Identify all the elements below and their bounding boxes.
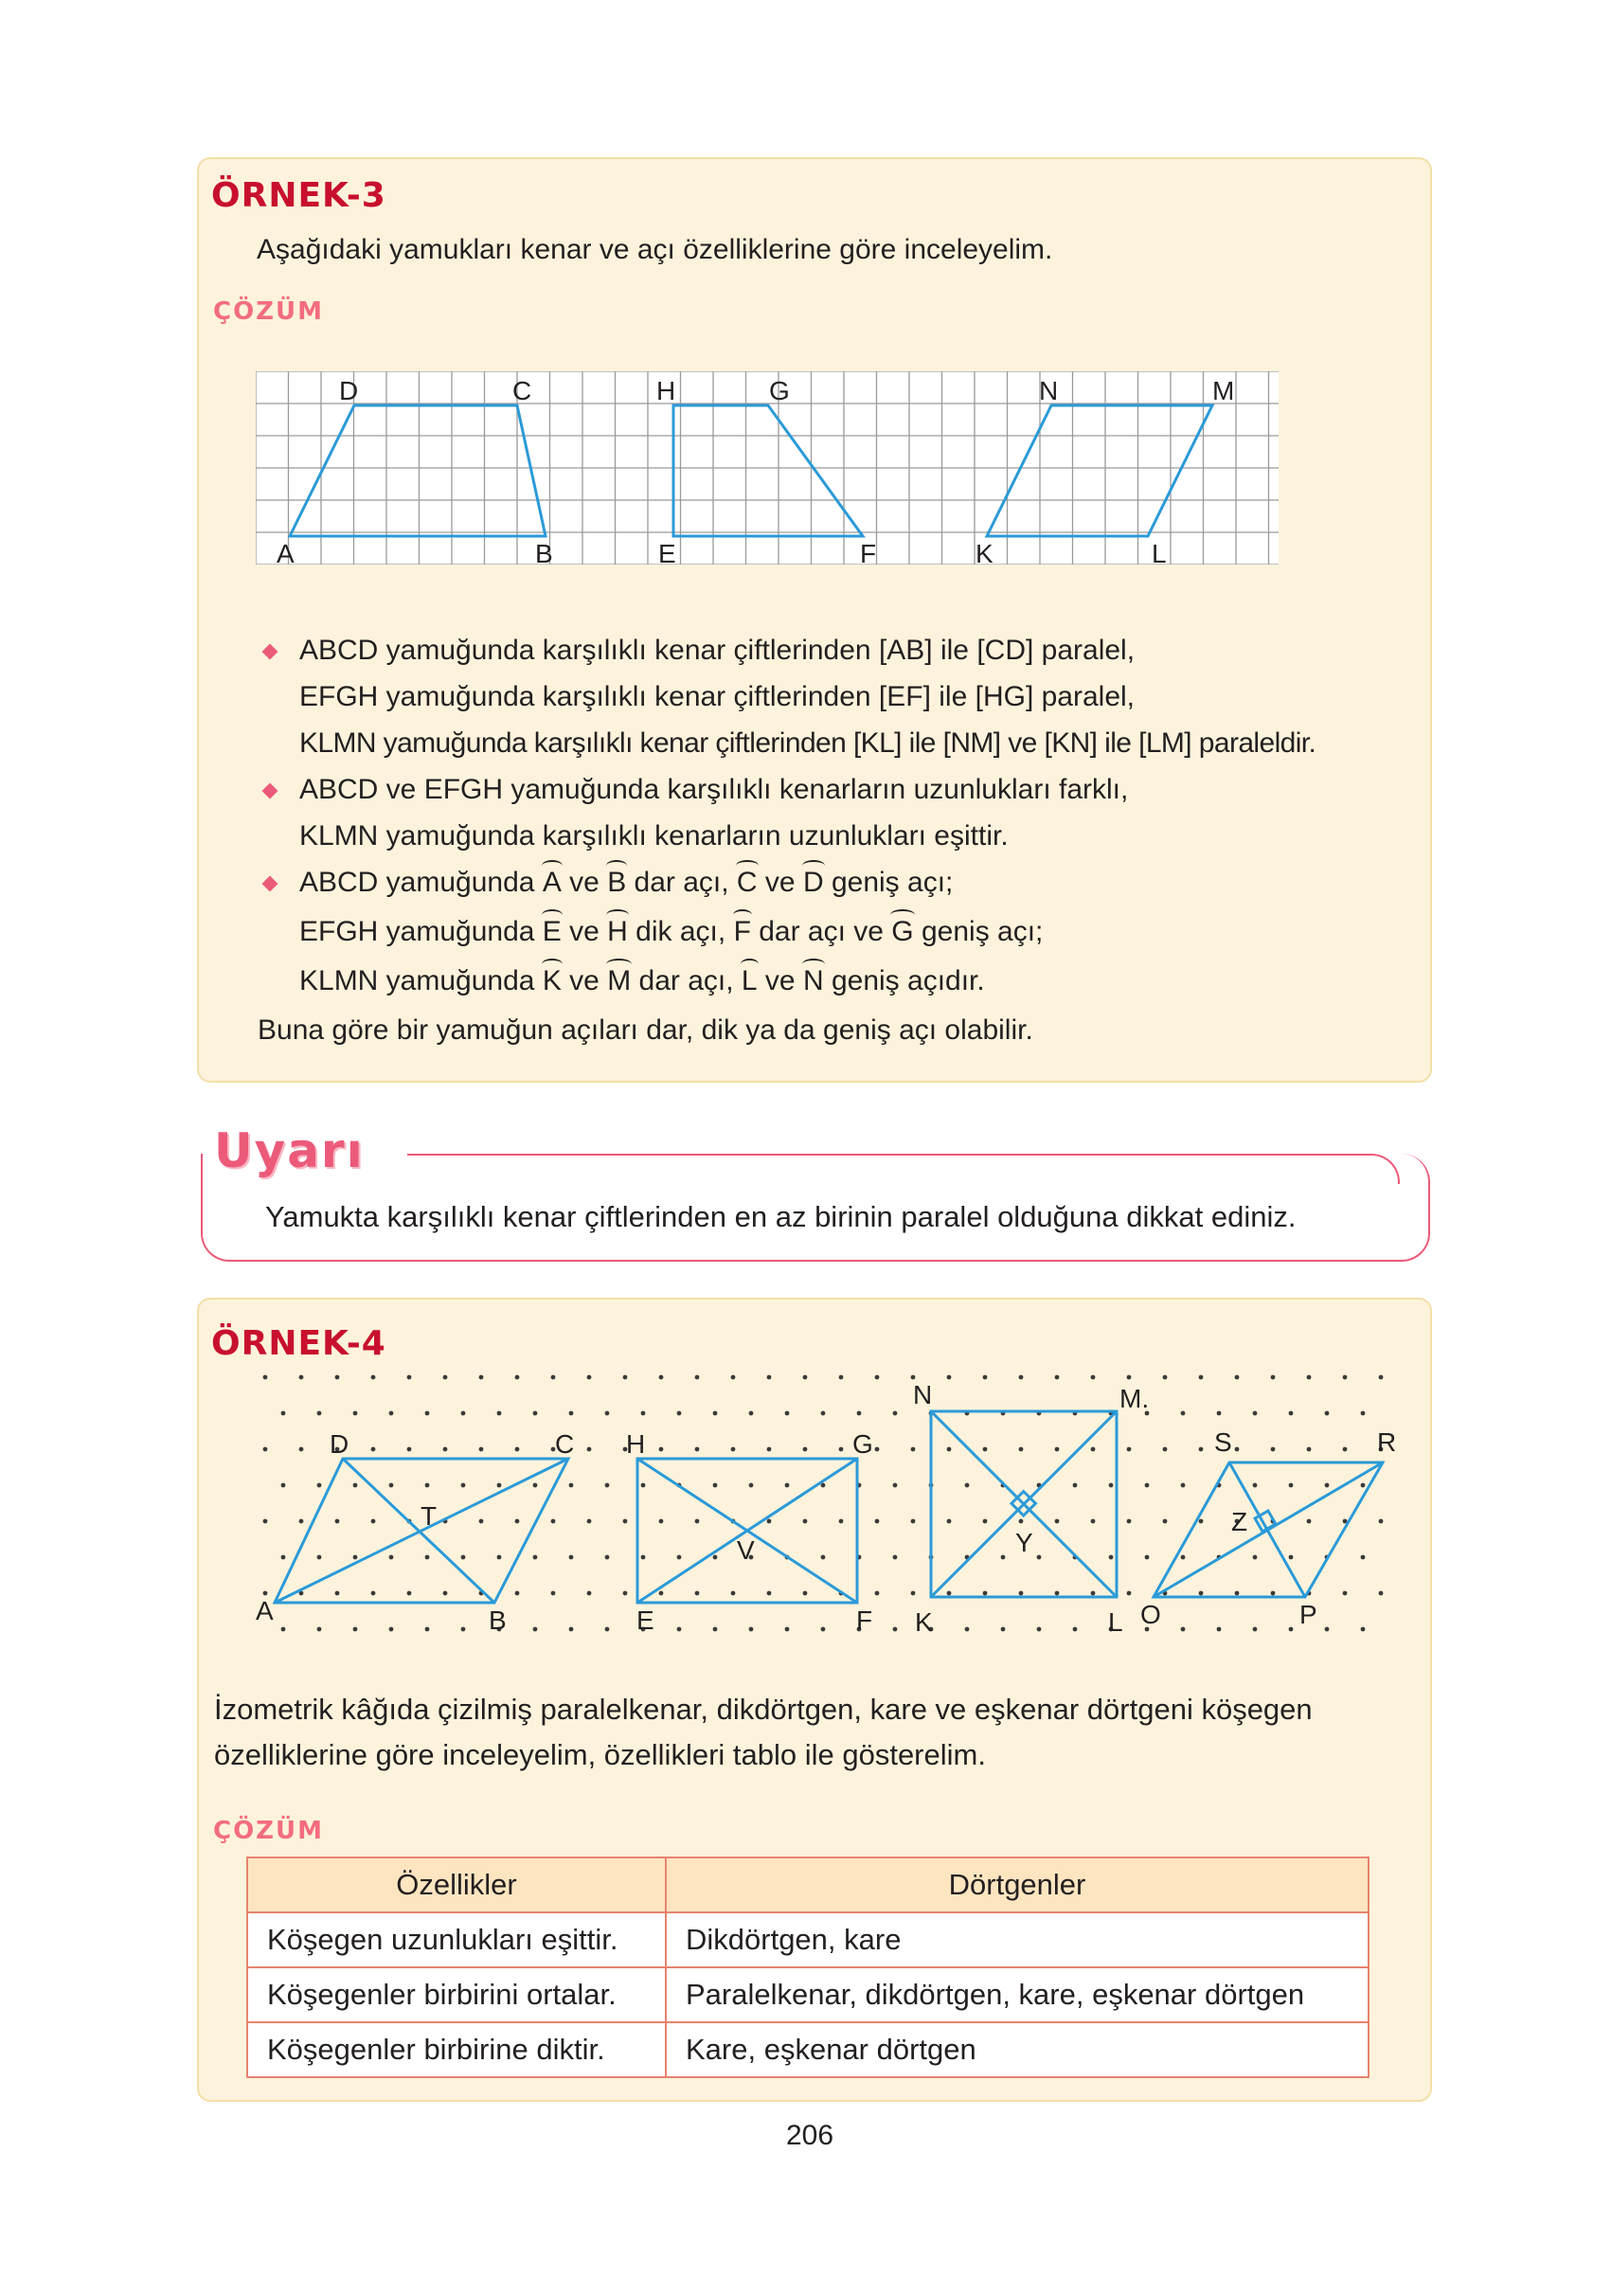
p4-label-H: H — [626, 1429, 646, 1459]
grid-dot — [1235, 1375, 1240, 1380]
grid-dot — [1379, 1519, 1384, 1524]
p4-label-C: C — [555, 1429, 575, 1459]
p4-label-T: T — [421, 1501, 438, 1531]
grid-dot — [659, 1519, 664, 1524]
grid-dot — [1199, 1375, 1204, 1380]
grid-dot — [1127, 1519, 1132, 1524]
grid-dot — [875, 1375, 880, 1380]
grid-dot — [1163, 1375, 1168, 1380]
grid-dot — [695, 1447, 700, 1452]
grid-dot — [641, 1555, 646, 1560]
grid-dot — [641, 1411, 646, 1416]
e3-line-6: ABCD yamuğunda A ve B dar açı, C ve D geniş açı; — [299, 867, 954, 898]
p4-label-Z: Z — [1231, 1507, 1248, 1536]
grid-dot — [1289, 1411, 1294, 1416]
grid-dot — [1037, 1627, 1042, 1632]
grid-dot — [623, 1519, 628, 1524]
grid-dot — [1181, 1411, 1186, 1416]
table-cell: Paralelkenar, dikdörtgen, kare, eşkenar dörtgen — [666, 1967, 1369, 2022]
grid-dot — [407, 1447, 412, 1452]
grid-dot — [767, 1447, 772, 1452]
grid-dot — [1145, 1555, 1150, 1560]
p4-label-M: M. — [1119, 1384, 1150, 1413]
p4-label-G: G — [852, 1429, 873, 1459]
grid-dot — [695, 1519, 700, 1524]
grid-dot — [263, 1375, 268, 1380]
grid-dot — [1235, 1591, 1240, 1596]
grid-dot — [1037, 1555, 1042, 1560]
parallelogram-abcd — [275, 1459, 568, 1603]
grid-dot — [1253, 1483, 1258, 1488]
grid-dot — [1343, 1447, 1348, 1452]
grid-dot — [893, 1483, 898, 1488]
grid-dot — [1217, 1411, 1222, 1416]
e3-line-1: ABCD yamuğunda karşılıklı kenar çiftlerinden [AB] ile [CD] paralel, — [299, 635, 1136, 666]
p4-label-A: A — [256, 1596, 274, 1625]
grid-dot — [1271, 1375, 1276, 1380]
grid-dot — [587, 1519, 592, 1524]
grid-dot — [281, 1483, 286, 1488]
grid-dot — [1343, 1375, 1348, 1380]
grid-dot — [515, 1447, 520, 1452]
page-number: 206 — [786, 2120, 834, 2151]
grid-dot — [1019, 1519, 1024, 1524]
grid-dot — [1271, 1447, 1276, 1452]
grid-dot — [407, 1375, 412, 1380]
label-B: B — [535, 539, 553, 565]
table-header-quadrilaterals: Dörtgenler — [666, 1857, 1369, 1912]
grid-dot — [1199, 1447, 1204, 1452]
grid-dot — [515, 1375, 520, 1380]
grid-dot — [947, 1591, 952, 1596]
table-cell: Köşegen uzunlukları eşittir. — [247, 1912, 666, 1967]
grid-dot — [1379, 1591, 1384, 1596]
grid-dot — [893, 1555, 898, 1560]
label-G: G — [769, 376, 790, 405]
grid-dot — [641, 1483, 646, 1488]
grid-dot — [317, 1627, 322, 1632]
grid-dot — [1253, 1411, 1258, 1416]
grid-dot — [1361, 1483, 1366, 1488]
grid-dot — [1019, 1591, 1024, 1596]
grid-dot — [1217, 1627, 1222, 1632]
grid-dot — [371, 1375, 376, 1380]
grid-dot — [407, 1591, 412, 1596]
grid-dot — [1001, 1627, 1006, 1632]
grid-dot — [1163, 1447, 1168, 1452]
grid-dot — [767, 1375, 772, 1380]
grid-dot — [353, 1555, 358, 1560]
grid-dot — [425, 1483, 430, 1488]
grid-dot — [335, 1591, 340, 1596]
grid-dot — [533, 1627, 538, 1632]
grid-dot — [371, 1519, 376, 1524]
grid-dot — [1127, 1591, 1132, 1596]
grid-dot — [1091, 1375, 1096, 1380]
grid-dot — [839, 1375, 844, 1380]
grid-dot — [983, 1447, 988, 1452]
grid-dot — [1055, 1591, 1060, 1596]
grid-dot — [605, 1627, 610, 1632]
table-cell: Köşegenler birbirine diktir. — [247, 2022, 666, 2077]
grid-dot — [893, 1411, 898, 1416]
grid-dot — [1091, 1519, 1096, 1524]
label-E: E — [658, 539, 676, 565]
grid-dot — [1361, 1411, 1366, 1416]
example4-solution-label: ÇÖZÜM — [213, 1817, 325, 1845]
grid-dot — [1235, 1447, 1240, 1452]
grid-dot — [317, 1555, 322, 1560]
grid-dot — [389, 1483, 394, 1488]
grid-dot — [713, 1627, 718, 1632]
e3-line-9: Buna göre bir yamuğun açıları dar, dik ya da geniş açı olabilir. — [258, 1014, 1033, 1046]
grid-dot — [1163, 1519, 1168, 1524]
grid-dot — [389, 1627, 394, 1632]
grid-dot — [1145, 1483, 1150, 1488]
grid-dot — [947, 1519, 952, 1524]
example4-intro-2: özelliklerine göre inceleyelim, özellikleri tablo ile gösterelim. — [214, 1738, 986, 1771]
grid-dot — [1091, 1591, 1096, 1596]
grid-dot — [515, 1591, 520, 1596]
grid-dot — [1307, 1375, 1312, 1380]
square-klmn — [931, 1411, 1117, 1597]
grid-dot — [947, 1375, 952, 1380]
p4-label-O: O — [1140, 1600, 1161, 1629]
grid-dot — [551, 1591, 556, 1596]
example3-title: ÖRNEK-3 — [211, 176, 386, 215]
grid-dot — [767, 1591, 772, 1596]
trapezoid-grid-figure — [256, 371, 1279, 565]
grid-dot — [911, 1447, 916, 1452]
grid-dot — [875, 1591, 880, 1596]
grid-dot — [821, 1411, 826, 1416]
grid-dot — [605, 1555, 610, 1560]
grid-dot — [587, 1591, 592, 1596]
grid-dot — [317, 1411, 322, 1416]
grid-dot — [803, 1375, 808, 1380]
table-cell: Dikdörtgen, kare — [666, 1912, 1369, 1967]
grid-dot — [479, 1375, 484, 1380]
grid-dot — [479, 1519, 484, 1524]
grid-dot — [677, 1411, 682, 1416]
grid-dot — [911, 1591, 916, 1596]
warning-top-line — [407, 1154, 1400, 1184]
grid-dot — [281, 1555, 286, 1560]
rectangle-efgh — [637, 1459, 857, 1603]
grid-dot — [515, 1519, 520, 1524]
grid-dot — [839, 1447, 844, 1452]
grid-dot — [443, 1591, 448, 1596]
grid-dot — [551, 1519, 556, 1524]
grid-dot — [1343, 1591, 1348, 1596]
grid-dot — [1073, 1483, 1078, 1488]
grid-dot — [749, 1483, 754, 1488]
grid-dot — [875, 1447, 880, 1452]
grid-dot — [659, 1375, 664, 1380]
grid-dot — [461, 1411, 466, 1416]
warning-text: Yamukta karşılıklı kenar çiftlerinden en az birinin paralel olduğuna dikkat ediniz. — [265, 1200, 1297, 1233]
grid-dot — [1181, 1483, 1186, 1488]
grid-dot — [713, 1555, 718, 1560]
grid-dot — [767, 1519, 772, 1524]
grid-dot — [1127, 1447, 1132, 1452]
grid-dot — [1181, 1555, 1186, 1560]
grid-dot — [1055, 1375, 1060, 1380]
grid-dot — [749, 1411, 754, 1416]
label-D: D — [339, 376, 359, 405]
grid-dot — [497, 1411, 502, 1416]
grid-dot — [587, 1447, 592, 1452]
grid-dot — [659, 1447, 664, 1452]
label-C: C — [512, 376, 532, 405]
grid-dot — [533, 1411, 538, 1416]
grid-dot — [461, 1483, 466, 1488]
grid-dot — [677, 1627, 682, 1632]
grid-dot — [1055, 1519, 1060, 1524]
grid-dot — [821, 1555, 826, 1560]
grid-dot — [353, 1627, 358, 1632]
grid-dot — [1307, 1519, 1312, 1524]
table-cell: Kare, eşkenar dörtgen — [666, 2022, 1369, 2077]
grid-dot — [731, 1447, 736, 1452]
grid-dot — [965, 1627, 970, 1632]
grid-dot — [1361, 1555, 1366, 1560]
grid-dot — [299, 1519, 304, 1524]
grid-dot — [911, 1375, 916, 1380]
grid-dot — [875, 1519, 880, 1524]
grid-dot — [605, 1483, 610, 1488]
grid-dot — [695, 1375, 700, 1380]
grid-dot — [965, 1483, 970, 1488]
grid-dot — [1055, 1447, 1060, 1452]
table-row — [247, 2022, 1369, 2077]
p4-label-R: R — [1377, 1427, 1397, 1457]
grid-dot — [263, 1591, 268, 1596]
grid-dot — [1073, 1627, 1078, 1632]
p4-label-F: F — [856, 1605, 873, 1635]
grid-dot — [803, 1591, 808, 1596]
grid-dot — [371, 1591, 376, 1596]
p4-label-B: B — [489, 1605, 507, 1635]
grid-dot — [1253, 1627, 1258, 1632]
grid-dot — [785, 1483, 790, 1488]
grid-dot — [785, 1411, 790, 1416]
grid-dot — [947, 1447, 952, 1452]
grid-dot — [1271, 1591, 1276, 1596]
label-L: L — [1152, 539, 1167, 565]
example4-title: ÖRNEK-4 — [211, 1324, 386, 1363]
grid-dot — [1307, 1447, 1312, 1452]
grid-dot — [569, 1555, 574, 1560]
grid-dot — [605, 1411, 610, 1416]
grid-dot — [461, 1627, 466, 1632]
label-H: H — [656, 376, 676, 405]
quadrilaterals-figure — [246, 1345, 1402, 1658]
example4-intro-1: İzometrik kâğıda çizilmiş paralelkenar, dikdörtgen, kare ve eşkenar dörtgeni köşegen — [214, 1693, 1313, 1726]
grid-dot — [1325, 1627, 1330, 1632]
grid-dot — [263, 1519, 268, 1524]
grid-dot — [1001, 1555, 1006, 1560]
grid-dot — [803, 1447, 808, 1452]
grid-dot — [1019, 1447, 1024, 1452]
grid-dot — [785, 1627, 790, 1632]
example3-intro: Aşağıdaki yamukları kenar ve açı özelliklerine göre inceleyelim. — [257, 234, 1053, 265]
table-row — [247, 1912, 1369, 1967]
grid-dot — [281, 1411, 286, 1416]
grid-dot — [677, 1555, 682, 1560]
grid-dot — [299, 1447, 304, 1452]
label-K: K — [976, 539, 993, 565]
label-M: M — [1212, 376, 1235, 405]
p4-label-D: D — [330, 1429, 349, 1459]
p4-label-L: L — [1108, 1607, 1123, 1637]
grid-dot — [371, 1447, 376, 1452]
grid-dot — [569, 1411, 574, 1416]
properties-table — [246, 1857, 1369, 2078]
grid-dot — [1091, 1447, 1096, 1452]
grid-dot — [1109, 1555, 1114, 1560]
grid-dot — [425, 1627, 430, 1632]
grid-dot — [389, 1555, 394, 1560]
grid-dot — [623, 1591, 628, 1596]
grid-dot — [497, 1483, 502, 1488]
grid-dot — [803, 1519, 808, 1524]
p4-label-V: V — [737, 1535, 755, 1565]
label-F: F — [860, 539, 877, 565]
grid-dot — [983, 1375, 988, 1380]
table-row — [247, 1967, 1369, 2022]
label-N: N — [1039, 376, 1059, 405]
grid-dot — [353, 1411, 358, 1416]
grid-dot — [911, 1519, 916, 1524]
grid-dot — [731, 1591, 736, 1596]
grid-dot — [497, 1555, 502, 1560]
grid-dot — [389, 1411, 394, 1416]
label-A: A — [277, 539, 295, 565]
grid-dot — [1019, 1375, 1024, 1380]
grid-dot — [1109, 1483, 1114, 1488]
grid-dot — [983, 1519, 988, 1524]
grid-dot — [533, 1555, 538, 1560]
e3-line-2: EFGH yamuğunda karşılıklı kenar çiftlerinden [EF] ile [HG] paralel, — [299, 681, 1136, 712]
p4-label-N: N — [913, 1380, 933, 1409]
rhombus-oprs — [1154, 1462, 1383, 1597]
grid-dot — [569, 1483, 574, 1488]
p4-label-P: P — [1299, 1600, 1317, 1629]
grid-dot — [1199, 1519, 1204, 1524]
grid-dot — [1325, 1411, 1330, 1416]
grid-dot — [425, 1555, 430, 1560]
p4-label-E: E — [636, 1605, 654, 1635]
e3-line-3: KLMN yamuğunda karşılıklı kenar çiftlerinden [KL] ile [NM] ve [KN] ile [LM] paraleldir. — [299, 727, 1316, 759]
grid-dot — [443, 1375, 448, 1380]
grid-dot — [713, 1411, 718, 1416]
grid-dot — [1289, 1627, 1294, 1632]
grid-dot — [461, 1555, 466, 1560]
p4-label-Y: Y — [1015, 1528, 1033, 1557]
e3-line-7: EFGH yamuğunda E ve H dik açı, F dar açı ve G geniş açı; — [299, 916, 1044, 947]
p4-label-S: S — [1214, 1427, 1232, 1457]
grid-dot — [1289, 1555, 1294, 1560]
grid-dot — [587, 1375, 592, 1380]
grid-dot — [983, 1591, 988, 1596]
grid-dot — [1379, 1375, 1384, 1380]
grid-dot — [443, 1447, 448, 1452]
grid-dot — [263, 1447, 268, 1452]
e3-line-8: KLMN yamuğunda K ve M dar açı, L ve N geniş açıdır. — [299, 965, 985, 996]
grid-dot — [857, 1411, 862, 1416]
grid-dot — [1289, 1483, 1294, 1488]
grid-dot — [533, 1483, 538, 1488]
grid-dot — [281, 1627, 286, 1632]
table-cell: Köşegenler birbirini ortalar. — [247, 1967, 666, 2022]
grid-dot — [731, 1375, 736, 1380]
grid-dot — [623, 1375, 628, 1380]
e3-line-5: KLMN yamuğunda karşılıklı kenarların uzunlukları eşittir. — [299, 820, 1009, 852]
grid-dot — [1127, 1375, 1132, 1380]
warning-title: Uyarı — [214, 1123, 374, 1178]
grid-dot — [1361, 1627, 1366, 1632]
example3-solution-label: ÇÖZÜM — [213, 297, 325, 326]
grid-dot — [353, 1483, 358, 1488]
grid-dot — [749, 1627, 754, 1632]
grid-dot — [551, 1375, 556, 1380]
grid-dot — [479, 1447, 484, 1452]
grid-dot — [299, 1375, 304, 1380]
grid-dot — [317, 1483, 322, 1488]
grid-dot — [1253, 1555, 1258, 1560]
table-header-properties: Özellikler — [247, 1857, 666, 1912]
grid-dot — [821, 1627, 826, 1632]
grid-dot — [839, 1519, 844, 1524]
grid-dot — [425, 1411, 430, 1416]
grid-dot — [659, 1591, 664, 1596]
grid-dot — [1181, 1627, 1186, 1632]
grid-dot — [695, 1591, 700, 1596]
grid-dot — [893, 1627, 898, 1632]
e3-line-4: ABCD ve EFGH yamuğunda karşılıklı kenarların uzunlukları farklı, — [299, 774, 1129, 805]
p4-label-K: K — [915, 1607, 933, 1637]
grid-dot — [335, 1519, 340, 1524]
grid-dot — [1325, 1483, 1330, 1488]
grid-dot — [335, 1375, 340, 1380]
grid-dot — [569, 1627, 574, 1632]
grid-dot — [1199, 1591, 1204, 1596]
grid-dot — [713, 1483, 718, 1488]
